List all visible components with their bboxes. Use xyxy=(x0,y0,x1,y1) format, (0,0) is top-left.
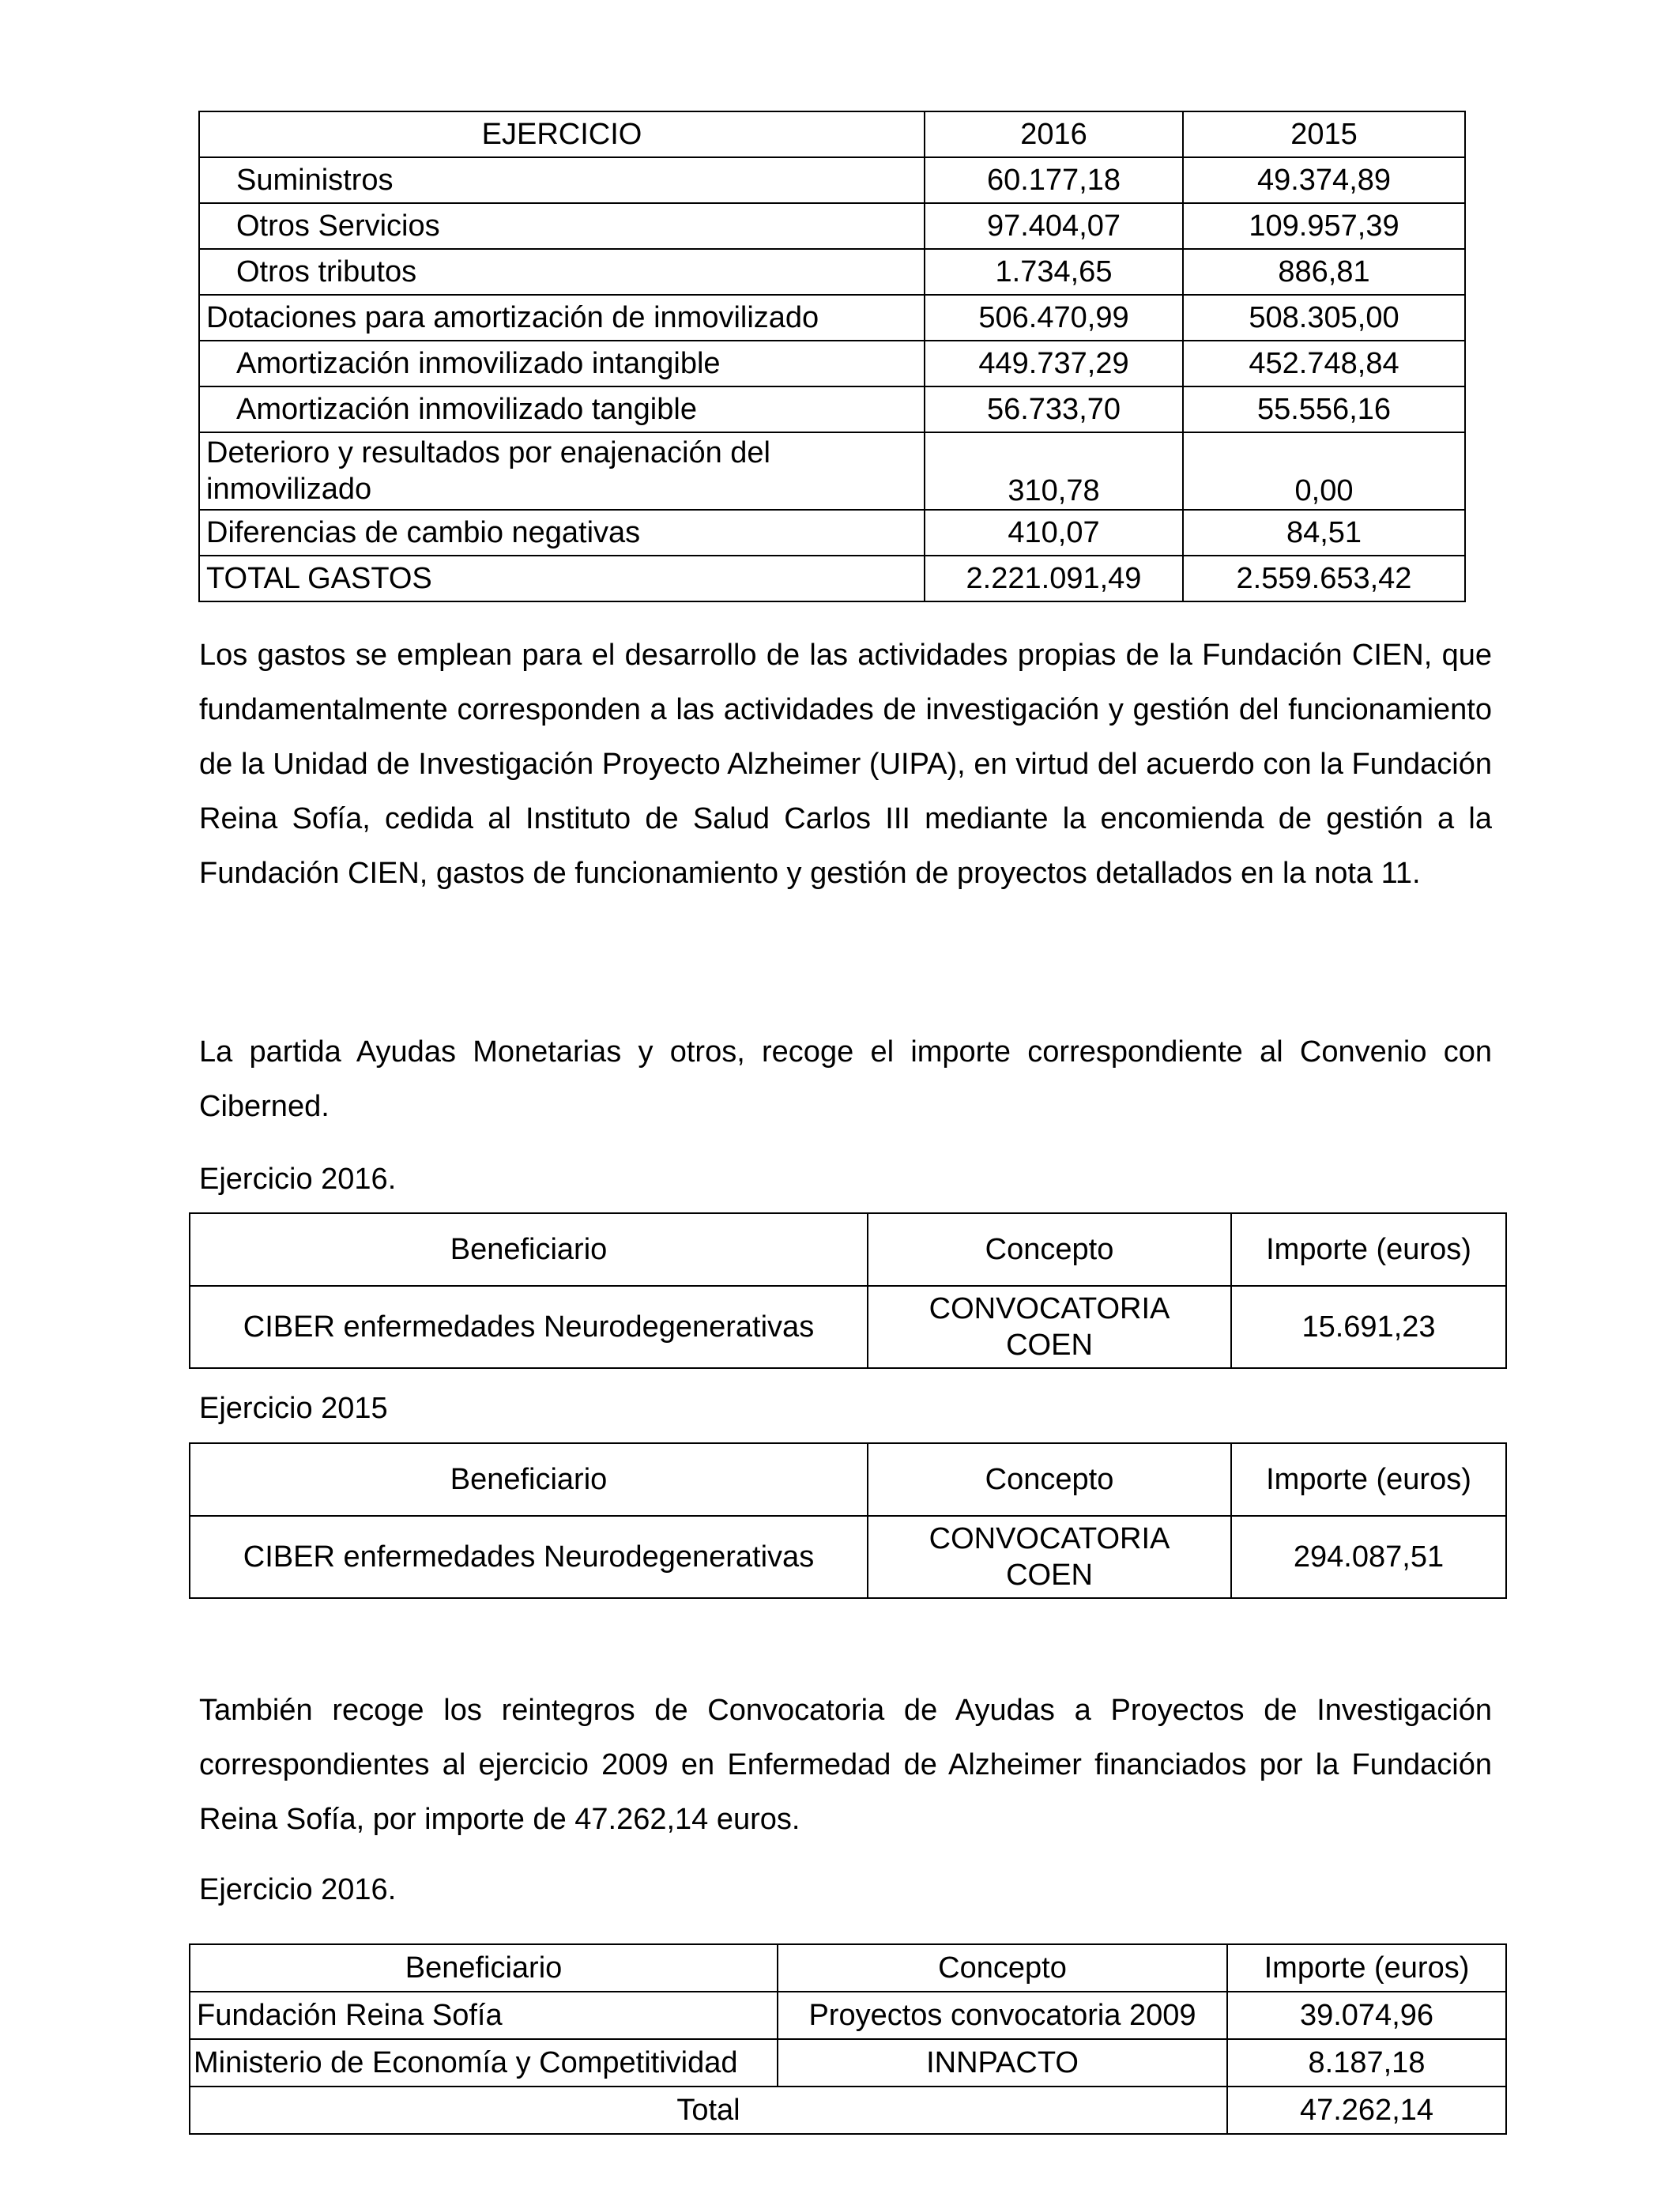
row-value-2016: 97.404,07 xyxy=(925,203,1183,249)
header-importe: Importe (euros) xyxy=(1227,1944,1506,1992)
row-value-2015: 109.957,39 xyxy=(1183,203,1465,249)
row-value-2016: 506.470,99 xyxy=(925,295,1183,341)
row-value-2016: 56.733,70 xyxy=(925,386,1183,432)
label-ejercicio-2015: Ejercicio 2015 xyxy=(199,1392,388,1425)
table-row xyxy=(199,203,1465,249)
row-value-2016: 449.737,29 xyxy=(925,341,1183,386)
reintegros-table xyxy=(189,1943,1507,2135)
header-ejercicio: EJERCICIO xyxy=(199,111,925,157)
row-concept: Diferencias de cambio negativas xyxy=(199,510,925,556)
importe-cell: 15.691,23 xyxy=(1231,1286,1506,1368)
row-concept: Dotaciones para amortización de inmovilizado xyxy=(199,295,925,341)
beneficiario-cell: CIBER enfermedades Neurodegenerativas xyxy=(190,1516,868,1598)
row-concept: Suministros xyxy=(199,157,925,203)
total-label: TOTAL GASTOS xyxy=(199,556,925,601)
header-beneficiario: Beneficiario xyxy=(190,1213,868,1286)
importe-cell: 8.187,18 xyxy=(1227,2039,1506,2087)
row-value-2016: 310,78 xyxy=(925,432,1183,510)
row-value-2016: 410,07 xyxy=(925,510,1183,556)
header-beneficiario: Beneficiario xyxy=(190,1944,778,1992)
paragraph-ayudas: La partida Ayudas Monetarias y otros, recoge el importe correspondiente al Convenio con Ciberned. xyxy=(199,1035,1492,1123)
beneficiario-cell: CIBER enfermedades Neurodegenerativas xyxy=(190,1286,868,1368)
table-row xyxy=(199,386,1465,432)
table-header-row xyxy=(190,1443,1506,1516)
table-row xyxy=(199,295,1465,341)
row-value-2015: 84,51 xyxy=(1183,510,1465,556)
row-concept: Otros Servicios xyxy=(199,203,925,249)
total-row xyxy=(190,2087,1506,2134)
row-value-2015: 508.305,00 xyxy=(1183,295,1465,341)
table-row xyxy=(199,510,1465,556)
table-row xyxy=(199,249,1465,295)
concepto-cell: CONVOCATORIA COEN xyxy=(868,1516,1231,1598)
row-value-2016: 60.177,18 xyxy=(925,157,1183,203)
paragraph-gastos: Los gastos se emplean para el desarrollo de las actividades propias de la Fundación CIEN, que fundamentalmente corresponden a las actividades de investigación y gestión del funcionamiento de la Unidad de Investigación Proyecto Alzheimer (UIPA), en virtud del acuerdo con la Fundación Reina Sofía, cedida al Instituto de Salud Carlos III mediante la encomienda de gestión a la Fundación CIEN, gastos de funcionamiento y gestión de proyectos detallados en la nota 11. xyxy=(199,639,1492,890)
table-row xyxy=(199,341,1465,386)
row-value-2015: 0,00 xyxy=(1183,432,1465,510)
beneficiario-cell: Ministerio de Economía y Competitividad xyxy=(190,2039,778,2087)
label-ejercicio-2016: Ejercicio 2016. xyxy=(199,1163,397,1196)
row-value-2015: 49.374,89 xyxy=(1183,157,1465,203)
total-2015: 2.559.653,42 xyxy=(1183,556,1465,601)
importe-cell: 294.087,51 xyxy=(1231,1516,1506,1598)
ayudas-2016-table xyxy=(189,1212,1507,1369)
importe-cell: 39.074,96 xyxy=(1227,1992,1506,2039)
table-header-row xyxy=(190,1213,1506,1286)
ayudas-2015-table xyxy=(189,1442,1507,1599)
header-importe: Importe (euros) xyxy=(1231,1443,1506,1516)
header-2015: 2015 xyxy=(1183,111,1465,157)
table-row xyxy=(190,2039,1506,2087)
total-row xyxy=(199,556,1465,601)
row-concept: Amortización inmovilizado tangible xyxy=(199,386,925,432)
row-concept: Otros tributos xyxy=(199,249,925,295)
row-value-2015: 55.556,16 xyxy=(1183,386,1465,432)
header-concepto: Concepto xyxy=(868,1213,1231,1286)
row-value-2016: 1.734,65 xyxy=(925,249,1183,295)
table-row xyxy=(190,1516,1506,1598)
table-row xyxy=(190,1286,1506,1368)
beneficiario-cell: Fundación Reina Sofía xyxy=(190,1992,778,2039)
paragraph-reintegros: También recoge los reintegros de Convocatoria de Ayudas a Proyectos de Investigación correspondientes al ejercicio 2009 en Enfermedad de Alzheimer financiados por la Fundación Reina Sofía, por importe de 47.262,14 euros. xyxy=(199,1694,1492,1836)
table-row xyxy=(190,1992,1506,2039)
total-label: Total xyxy=(190,2087,1227,2134)
concepto-cell: CONVOCATORIA COEN xyxy=(868,1286,1231,1368)
header-importe: Importe (euros) xyxy=(1231,1213,1506,1286)
header-concepto: Concepto xyxy=(778,1944,1227,1992)
concepto-cell: INNPACTO xyxy=(778,2039,1227,2087)
concepto-cell: Proyectos convocatoria 2009 xyxy=(778,1992,1227,2039)
table-row xyxy=(199,157,1465,203)
row-value-2015: 886,81 xyxy=(1183,249,1465,295)
header-beneficiario: Beneficiario xyxy=(190,1443,868,1516)
table-header-row xyxy=(190,1944,1506,1992)
row-concept: Deterioro y resultados por enajenación del inmovilizado xyxy=(199,432,925,510)
header-concepto: Concepto xyxy=(868,1443,1231,1516)
header-2016: 2016 xyxy=(925,111,1183,157)
total-2016: 2.221.091,49 xyxy=(925,556,1183,601)
total-value: 47.262,14 xyxy=(1227,2087,1506,2134)
table-header-row xyxy=(199,111,1465,157)
table-row xyxy=(199,432,1465,510)
label-ejercicio-2016-b: Ejercicio 2016. xyxy=(199,1873,397,1906)
expenses-table xyxy=(198,111,1466,602)
row-value-2015: 452.748,84 xyxy=(1183,341,1465,386)
row-concept: Amortización inmovilizado intangible xyxy=(199,341,925,386)
